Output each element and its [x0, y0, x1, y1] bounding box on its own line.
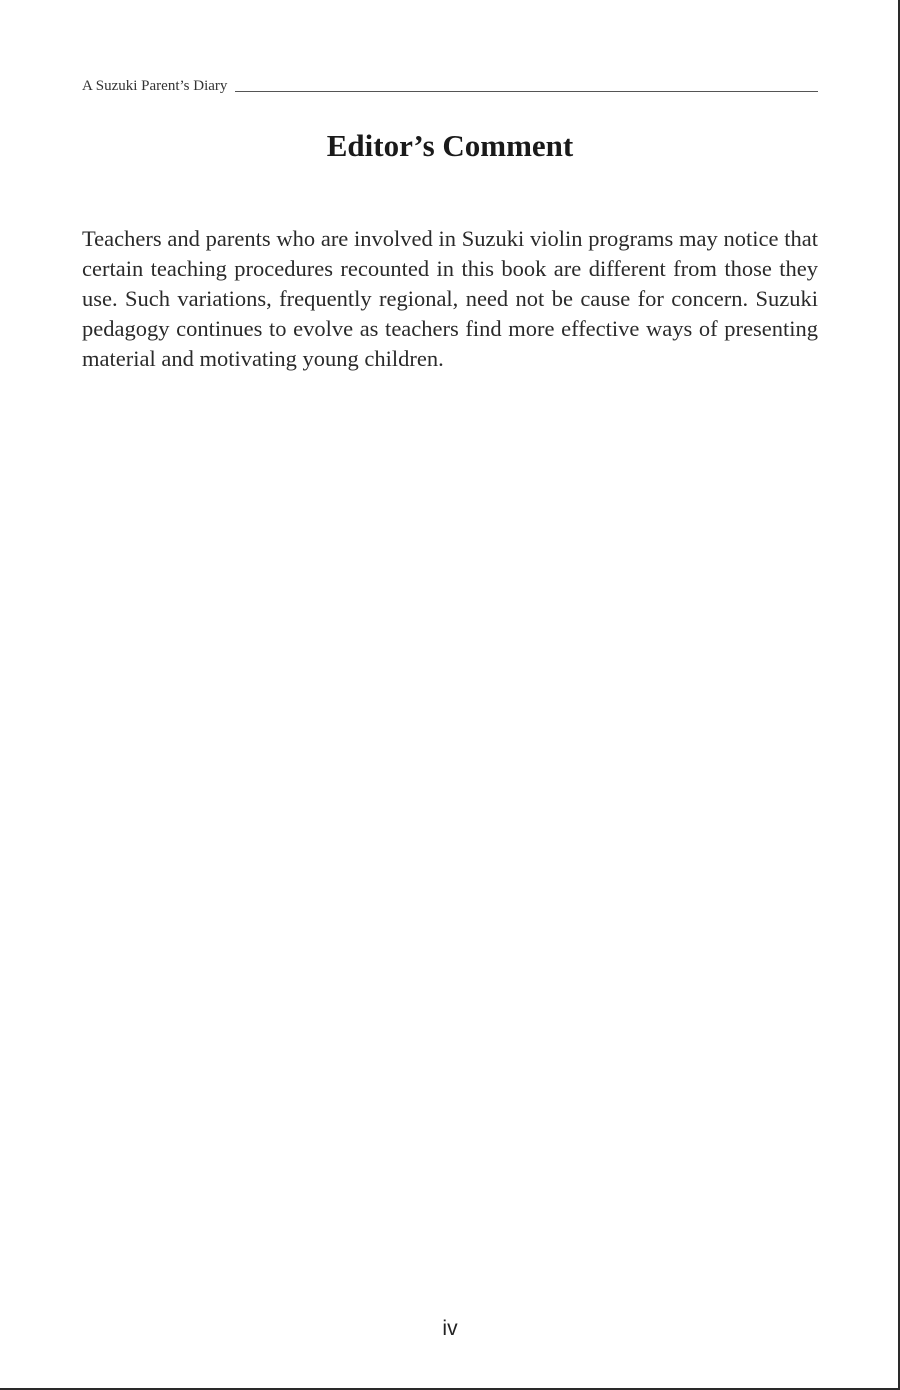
running-header-title: A Suzuki Parent’s Diary	[82, 78, 228, 94]
running-header	[82, 76, 818, 94]
header-rule	[235, 91, 818, 92]
body-paragraph: Teachers and parents who are involved in Suzuki violin programs may notice that certain teaching procedures recounted in this book are different from those they use. Such variations, frequently regional, need not be cause for concern. Suzuki pedagogy continues to evolve as teachers find more effective ways of presenting material and motivating young children.	[82, 226, 818, 371]
page-number: iv	[442, 1317, 458, 1340]
page-title: Editor’s Comment	[326, 128, 574, 163]
